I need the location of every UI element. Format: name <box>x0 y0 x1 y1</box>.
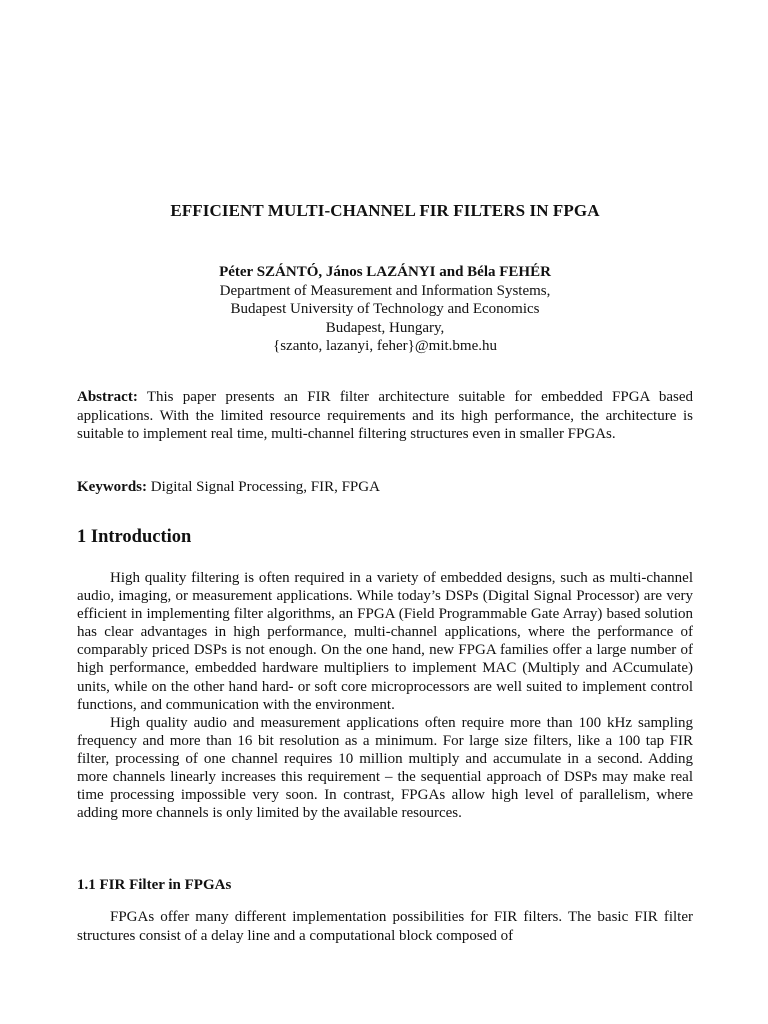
abstract <box>77 388 693 444</box>
author-emails: {szanto, lazanyi, feher}@mit.bme.hu <box>273 338 497 354</box>
affiliation-line: Budapest, Hungary, <box>325 319 445 336</box>
paper-authors: Péter SZÁNTÓ, János LAZÁNYI and Béla FEHÉR <box>219 264 551 280</box>
paper-page <box>77 0 693 1024</box>
affiliation-line: Budapest University of Technology and Economics <box>230 301 540 317</box>
paragraph: High quality audio and measurement applications often require more than 100 kHz sampling frequency and more than 16 bit resolution as a minimum. For large size filters, like a 100 tap FIR filter, processing of one channel requires 10 million multiply and accumulate in a second. Adding more channels linearly increases this requirement – the sequential approach of DSPs may make real time processing impossible very soon. In contrast, FPGAs allow high level of parallelism, where adding more channels is only limited by the available resources. <box>77 714 693 822</box>
keywords-text: Digital Signal Processing, FIR, FPGA <box>147 479 380 495</box>
subsection-heading-fir-filter: 1.1 FIR Filter in FPGAs <box>77 877 232 893</box>
affiliation-line: Department of Measurement and Information Systems, <box>219 282 551 299</box>
paragraph: FPGAs offer many different implementation possibilities for FIR filters. The basic FIR filter structures consist of a delay line and a computational block composed of <box>77 909 693 944</box>
paper-title: EFFICIENT MULTI-CHANNEL FIR FILTERS IN FPGA <box>170 201 600 220</box>
section-heading-introduction: 1 Introduction <box>77 527 192 547</box>
keywords <box>77 478 693 497</box>
fir-subsection-body <box>77 908 693 945</box>
abstract-text: This paper presents an FIR filter architecture suitable for embedded FPGA based applications. With the limited resource requirements and its high performance, the architecture is suitable to implement real time, multi-channel filtering structures even in smaller FPGAs. <box>77 389 693 442</box>
keywords-label: Keywords: <box>77 479 147 495</box>
author-block <box>77 263 693 356</box>
introduction-body <box>77 569 693 822</box>
abstract-label: Abstract: <box>77 389 138 405</box>
paragraph: High quality filtering is often required in a variety of embedded designs, such as multi-channel audio, imaging, or measurement applications. While today’s DSPs (Digital Signal Processor) are very efficient in implementing filter algorithms, an FPGA (Field Programmable Gate Array) based solution has clear advantages in high performance, multi-channel applications, where the performance of comparably priced DSPs is not enough. On the one hand, new FPGA families offer a large number of high performance, embedded hardware multipliers to implement MAC (Multiply and ACcumulate) units, while on the other hand hard- or soft core microprocessors are well suited to implement control functions, and communication with the environment. <box>77 570 693 713</box>
